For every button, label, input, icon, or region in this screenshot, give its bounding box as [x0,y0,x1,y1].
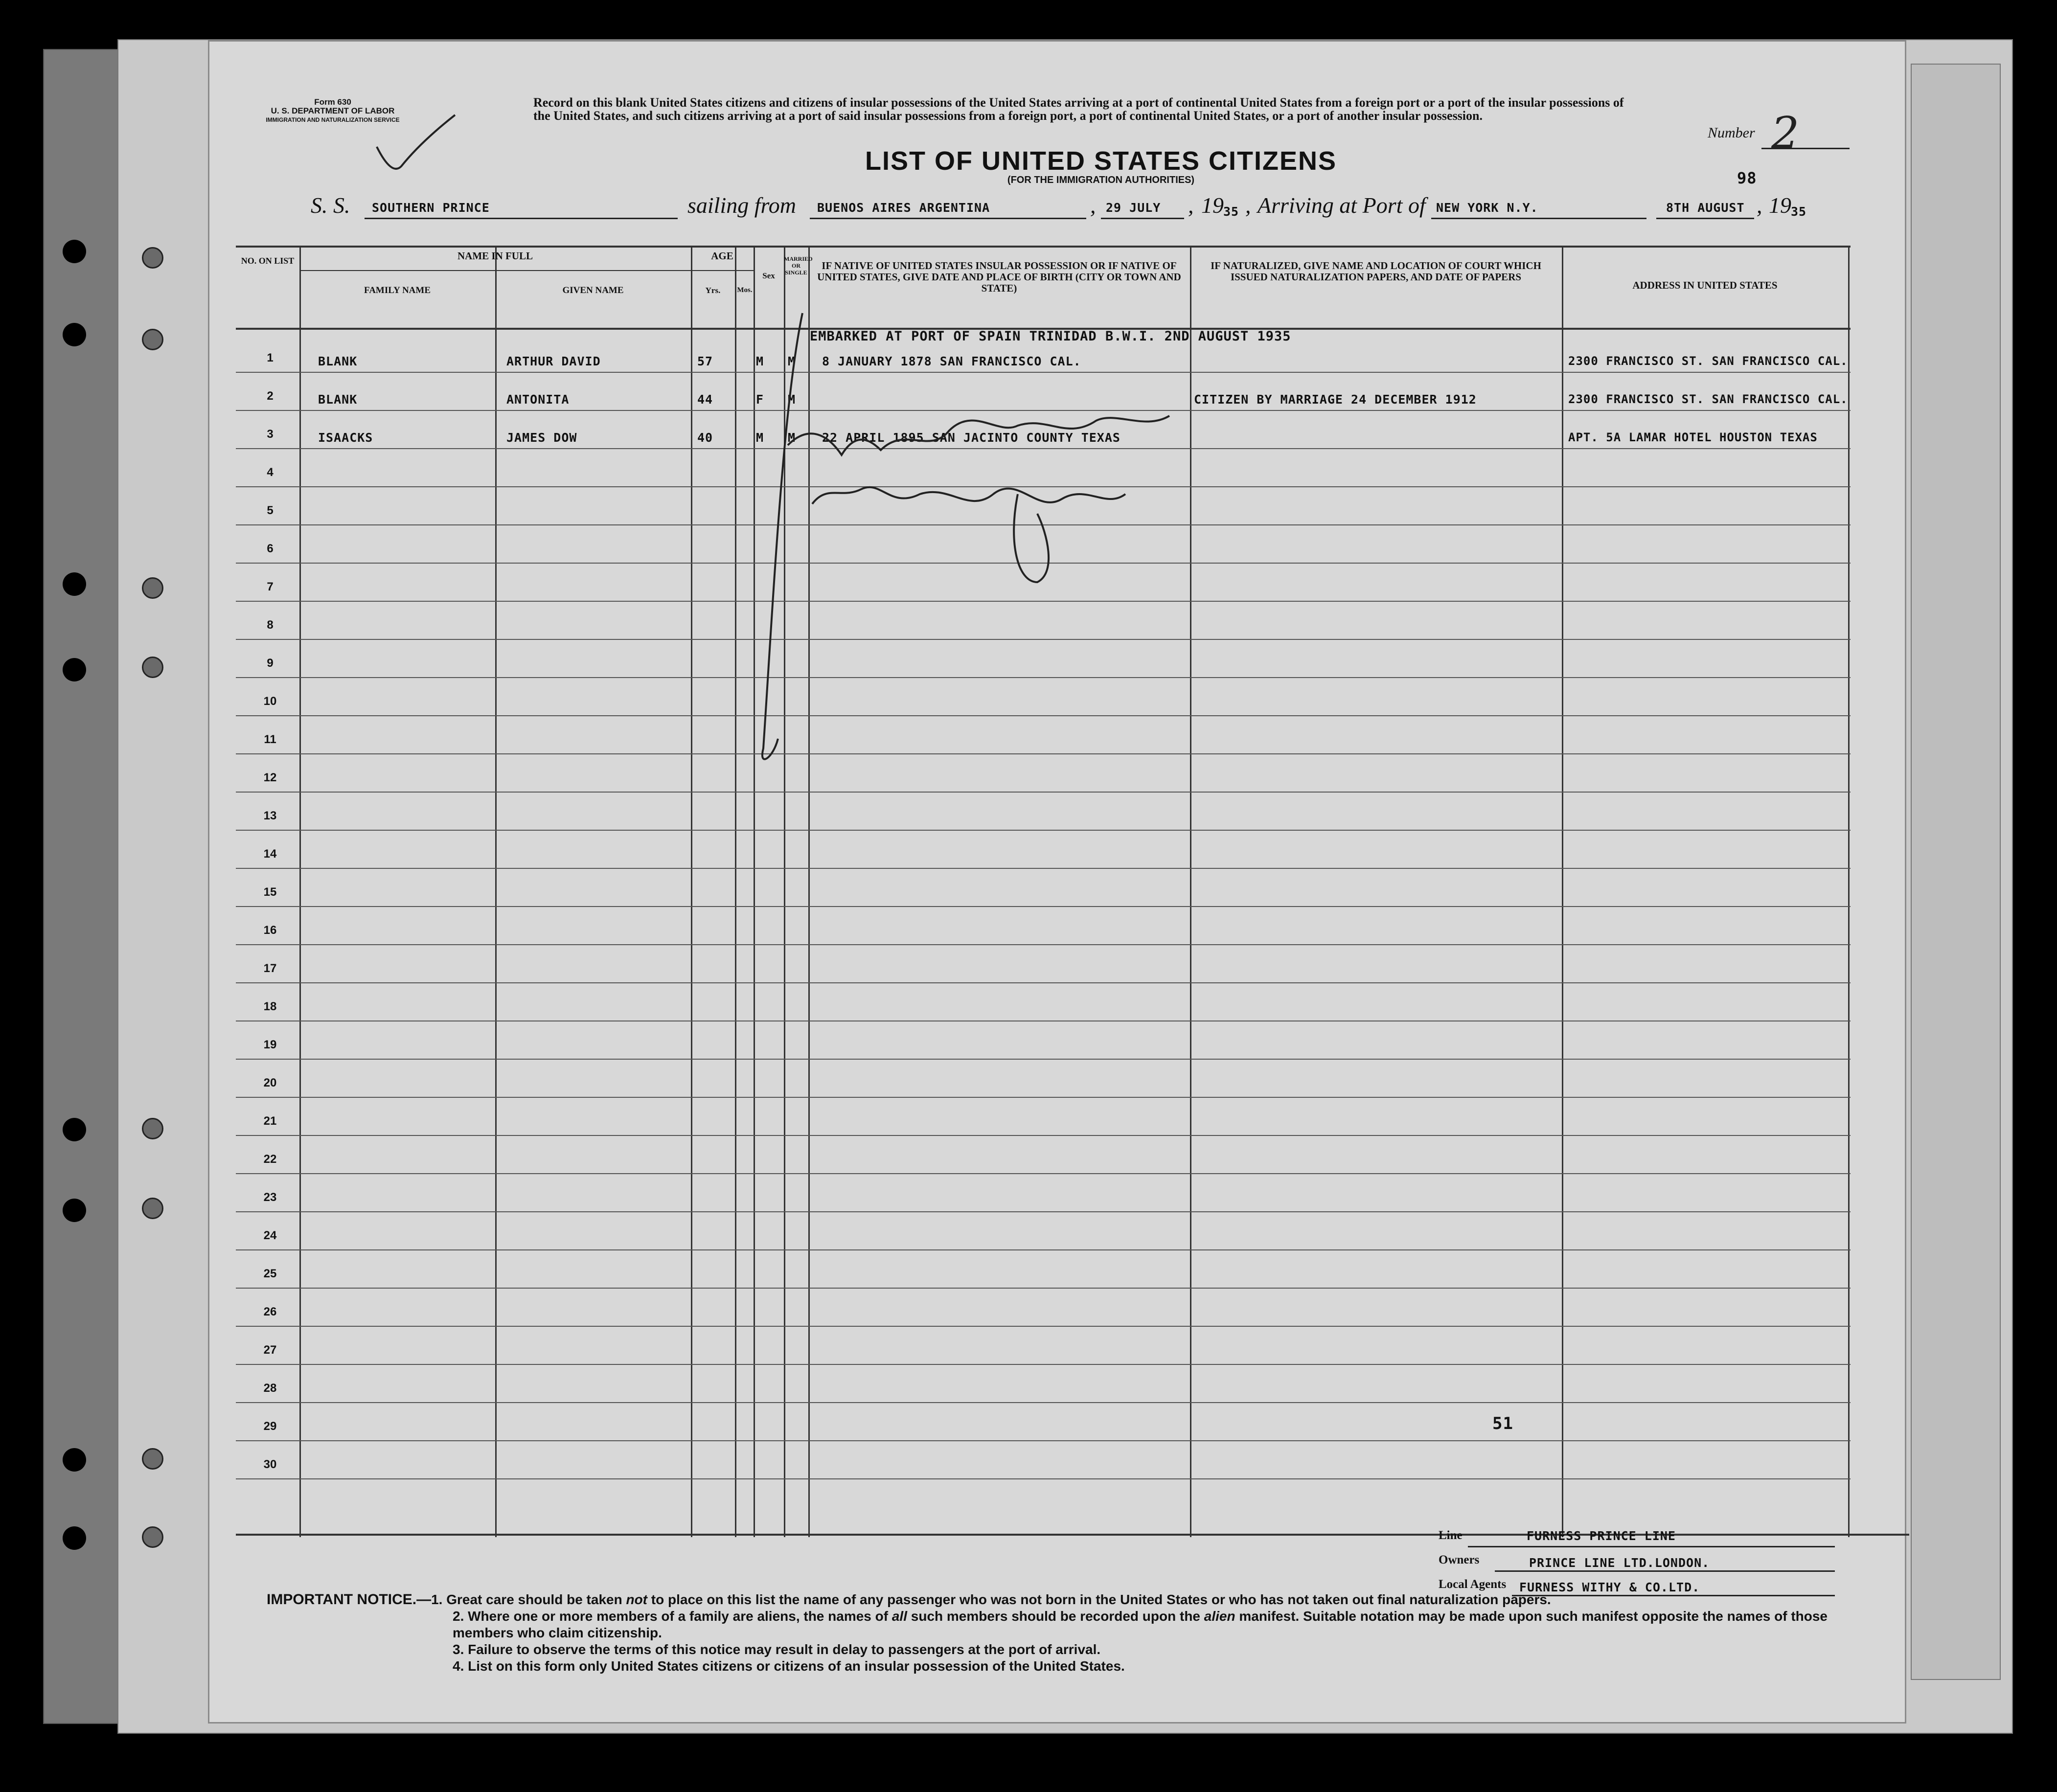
row-number: 27 [263,1343,277,1357]
passenger-naturalized: CITIZEN BY MARRIAGE 24 DECEMBER 1912 [1194,392,1477,407]
comma-separator: , [1188,193,1194,218]
punch-ring [142,577,163,599]
ss-label: S. S. [311,193,350,218]
punch-ring [142,1448,163,1470]
row-rule [236,1249,1851,1250]
number-underline [1761,148,1850,149]
row-number: 5 [267,504,274,517]
row-rule [236,1135,1851,1136]
notice-text: to place on this list the name of any passenger who was not born in the United States or who has not taken out final naturalization papers. [647,1592,1551,1607]
punch-ring [142,1526,163,1548]
year-prefix: 19 [1201,193,1224,218]
row-rule [236,792,1851,793]
passenger-sex: M [756,354,764,368]
notice-item-1 [267,1591,1852,1608]
row-number: 20 [263,1076,277,1089]
row-number: 22 [263,1153,277,1166]
comma-separator: , [1757,193,1762,218]
col-rule [1848,246,1850,1537]
notice-text: 2. Where one or more members of a family are aliens, the names of [453,1609,892,1624]
passenger-yrs: 57 [697,354,713,368]
line-label: Line [1439,1529,1463,1542]
row-rule [236,1364,1851,1365]
form-number: Form 630 [314,97,351,107]
passenger-family: ISAACKS [318,431,373,445]
arrival-port: NEW YORK N.Y. [1436,201,1538,215]
row-rule [236,1478,1851,1479]
row-number: 29 [263,1420,277,1433]
page-number: 98 [1737,169,1757,187]
row-number: 18 [263,1000,277,1013]
row-number: 14 [263,847,277,861]
row-rule [236,906,1851,907]
col-given-name: GIVEN NAME [562,285,624,295]
row-number: 16 [263,924,277,937]
age-subheader-rule [691,270,754,271]
passenger-birth: 8 JANUARY 1878 SAN FRANCISCO CAL. [822,354,1081,368]
punch-ring [142,329,163,350]
comma-separator: , [1245,193,1251,218]
passenger-family: BLANK [318,354,358,368]
col-rule [735,246,736,1537]
row-number: 7 [267,580,274,593]
row-rule [236,1211,1851,1212]
agents-label: Local Agents [1439,1578,1507,1591]
row-rule [236,1288,1851,1289]
punch-ring [142,247,163,269]
from-port: BUENOS AIRES ARGENTINA [817,201,990,215]
sailing-label: sailing from [687,193,796,218]
sail-date-underline [1101,218,1184,219]
arrival-port-underline [1431,218,1646,219]
check-mark-icon [372,113,460,181]
passenger-given: ARTHUR DAVID [506,354,601,368]
row-rule [236,1097,1851,1098]
notice-text: such members should be recorded upon the [907,1609,1204,1624]
col-marital: MARRIED OR SINGLE [784,255,813,276]
row-number: 8 [267,618,274,632]
line-value: FURNESS PRINCE LINE [1527,1529,1676,1543]
punch-hole [63,240,86,263]
important-notice [267,1591,1852,1675]
row-rule [236,1440,1851,1441]
row-rule [236,1059,1851,1060]
passenger-sex: F [756,392,764,407]
notice-item-3: 3. Failure to observe the terms of this notice may result in delay to passengers at the port of arrival. [453,1642,1101,1657]
row-number: 30 [263,1458,277,1471]
row-rule [236,868,1851,869]
binder-strip [43,49,118,1724]
embark-note: EMBARKED AT PORT OF SPAIN TRINIDAD B.W.I. 2ND AUGUST 1935 [810,329,1291,344]
col-rule [691,246,692,1537]
row-number: 6 [267,542,274,555]
record-instructions: Record on this blank United States citizens and citizens of insular possessions of the United States arriving at a port of continental United States from a foreign port or a port of the insular possessions of the United States, and such citizens arriving at a port of said insular possessions from a foreign port, a port of continental United States, or a port of another insular possession. [533,95,1624,123]
punch-hole [63,1448,86,1472]
punch-hole [63,1526,86,1550]
row-number: 12 [263,771,277,784]
notice-emphasis: not [626,1592,647,1607]
agents-value: FURNESS WITHY & CO.LTD. [1519,1580,1700,1594]
col-sex: Sex [762,271,775,280]
handwritten-signature [744,308,1184,778]
passenger-sex: M [756,431,764,445]
owners-label: Owners [1439,1553,1480,1566]
row-number: 2 [267,389,274,403]
table-top-rule [236,246,1851,248]
passenger-family: BLANK [318,392,358,407]
row-number: 24 [263,1229,277,1242]
row-number: 9 [267,657,274,670]
notice-emphasis: all [891,1609,907,1624]
col-name-in-full: NAME IN FULL [457,250,533,262]
sail-year: 35 [1223,204,1239,219]
col-mos: Mos. [737,286,753,294]
owners-value: PRINCE LINE LTD.LONDON. [1529,1556,1710,1570]
sail-date: 29 JULY [1106,201,1161,215]
passenger-address: 2300 FRANCISCO ST. SAN FRANCISCO CAL. [1568,392,1848,406]
notice-heading: IMPORTANT NOTICE.— [267,1591,432,1608]
passenger-address: 2300 FRANCISCO ST. SAN FRANCISCO CAL. [1568,354,1848,368]
row-rule [236,830,1851,831]
row-rule [236,1326,1851,1327]
passenger-yrs: 40 [697,431,713,445]
notice-text: manifest. Suitable notation may be made upon such manifest opposite the names of those members who claim citizenship. [453,1609,1828,1640]
row-number: 17 [263,962,277,975]
notice-text: 1. Great care should be taken [431,1592,626,1607]
department: U. S. DEPARTMENT OF LABOR [271,106,395,115]
row-number: 25 [263,1267,277,1280]
col-no: NO. ON LIST [241,256,295,266]
col-naturalized: IF NATURALIZED, GIVE NAME AND LOCATION OF COURT WHICH ISSUED NATURALIZATION PAPERS, AND DATE OF PAPERS [1211,260,1541,283]
passenger-yrs: 44 [697,392,713,407]
owners-underline [1495,1570,1835,1572]
punch-hole [63,658,86,681]
year-prefix-2: 19 [1769,193,1791,218]
punch-ring [142,1198,163,1219]
arriving-label: Arriving at Port of [1257,193,1426,218]
number-value: 2 [1771,108,1800,159]
page-title: LIST OF UNITED STATES CITIZENS [865,146,1337,176]
row-number: 4 [267,466,274,479]
passenger-given: JAMES DOW [506,431,577,445]
row-number: 3 [267,428,274,441]
col-age: AGE [711,250,733,262]
passenger-marital: M [788,431,796,445]
passenger-marital: M [788,392,796,407]
row-rule [236,1173,1851,1174]
number-label: Number [1708,125,1755,141]
col-family-name: FAMILY NAME [364,285,431,295]
punch-hole [63,323,86,346]
col-yrs: Yrs. [705,286,721,295]
stamp-number: 51 [1492,1414,1513,1433]
punch-hole [63,1118,86,1141]
page-subtitle: (FOR THE IMMIGRATION AUTHORITIES) [1007,175,1195,185]
notice-item-4: 4. List on this form only United States citizens or citizens of an insular possession of the United States. [453,1658,1125,1674]
punch-ring [142,657,163,678]
from-port-underline [810,218,1086,219]
row-number: 26 [263,1305,277,1318]
col-rule [1190,246,1191,1537]
col-address: ADDRESS IN UNITED STATES [1632,279,1778,291]
passenger-address: APT. 5A LAMAR HOTEL HOUSTON TEXAS [1568,431,1818,444]
row-rule [236,944,1851,945]
punch-ring [142,1118,163,1139]
row-number: 13 [263,809,277,822]
line-underline [1468,1546,1835,1547]
col-rule [495,246,497,1537]
punch-hole [63,572,86,596]
row-number: 11 [264,733,276,746]
arrival-date: 8TH AUGUST [1666,201,1745,215]
col-rule [1562,246,1563,1537]
row-number: 21 [263,1114,277,1128]
row-number: 19 [263,1038,277,1051]
col-rule [299,246,301,1537]
arrival-year: 35 [1791,204,1807,219]
row-rule [236,982,1851,983]
row-number: 28 [263,1382,277,1395]
row-number: 10 [263,695,277,708]
row-rule [236,1402,1851,1403]
service: IMMIGRATION AND NATURALIZATION SERVICE [266,116,400,123]
passenger-given: ANTONITA [506,392,570,407]
passenger-marital: M [788,354,796,368]
col-birth: IF NATIVE OF UNITED STATES INSULAR POSSESSION OR IF NATIVE OF UNITED STATES, GIVE DATE AND PLACE OF BIRTH (CITY OR TOWN AND STATE) [817,260,1181,294]
punch-hole [63,1199,86,1222]
row-number: 23 [263,1191,277,1204]
ship-underline [365,218,678,219]
ship-name: SOUTHERN PRINCE [372,201,490,215]
comma-separator: , [1090,193,1096,218]
name-subheader-rule [299,270,691,271]
row-number: 15 [263,885,277,899]
arrival-date-underline [1656,218,1754,219]
passenger-birth: 22 APRIL 1895 SAN JACINTO COUNTY TEXAS [822,431,1120,445]
row-number: 1 [267,351,274,364]
next-page-edge [1911,64,2001,1680]
notice-emphasis: alien [1204,1609,1235,1624]
notice-item-2 [267,1608,1852,1641]
